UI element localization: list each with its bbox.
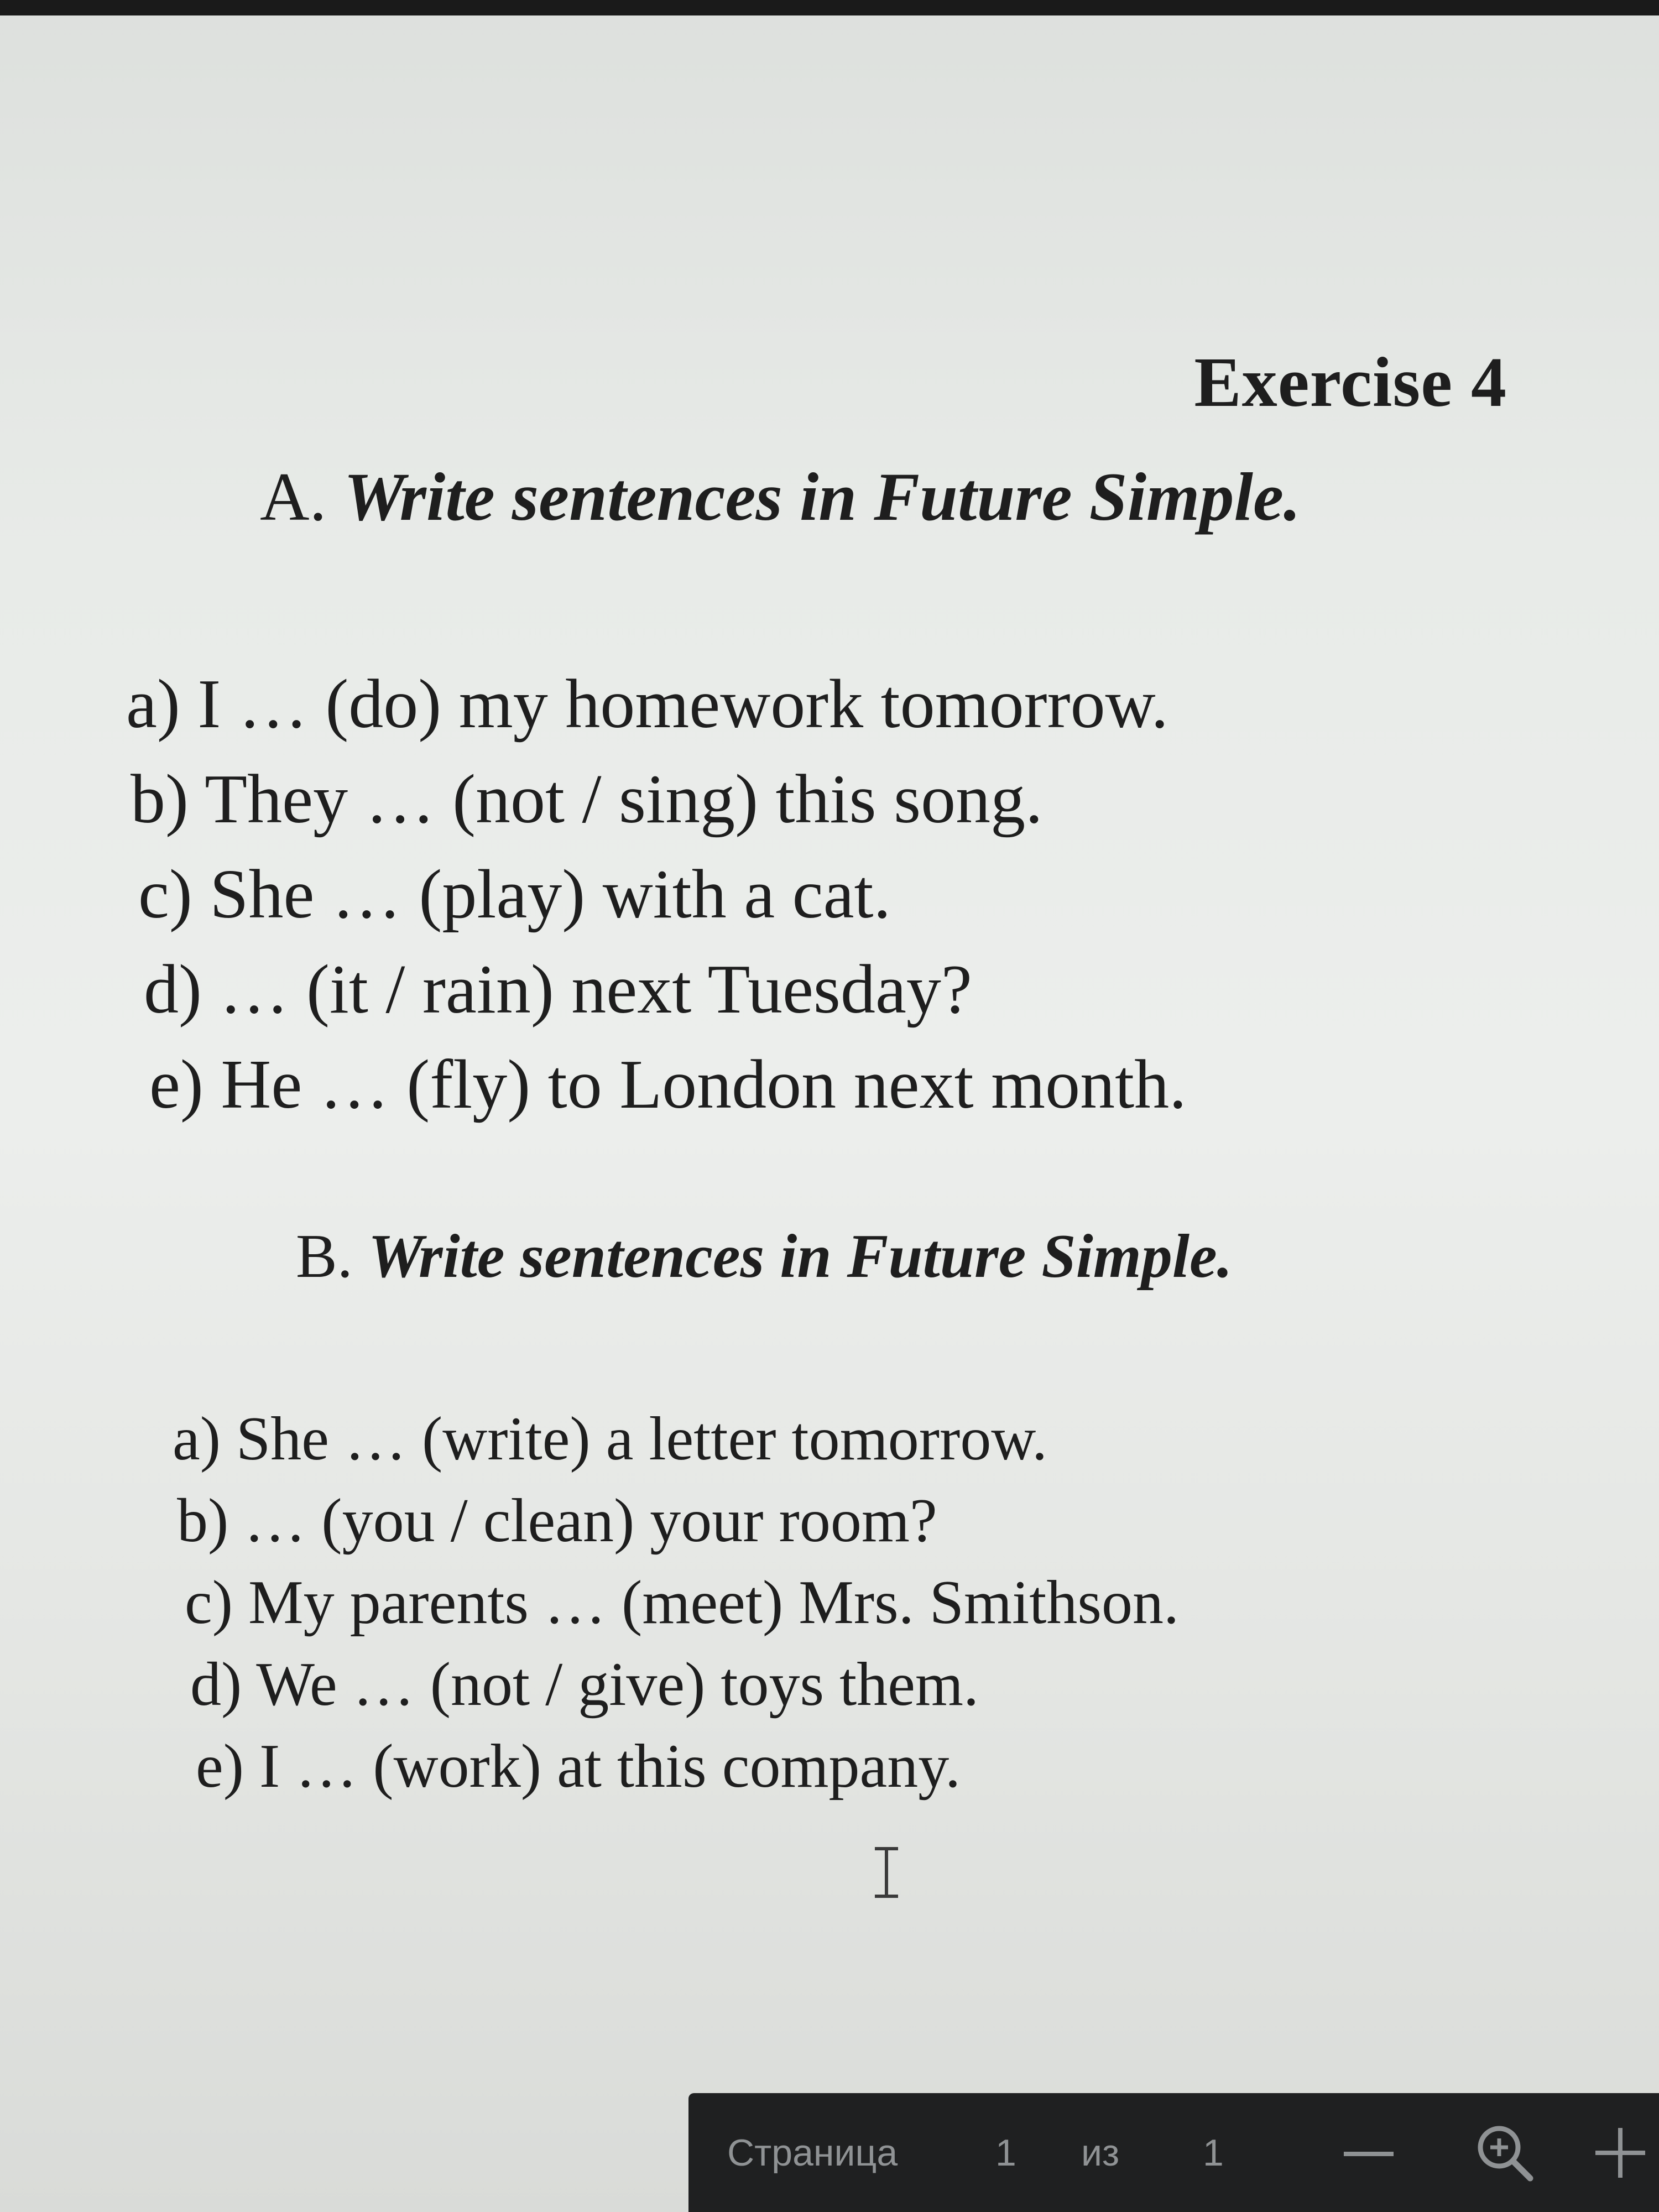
section-a-letter: A.	[260, 459, 327, 535]
section-b-item-e: e) I … (work) at this company.	[196, 1732, 961, 1801]
section-a-list	[126, 657, 1187, 1133]
zoom-button[interactable]	[1474, 2122, 1535, 2183]
section-b-list	[173, 1398, 1179, 1807]
zoom-in-button[interactable]	[1595, 2125, 1645, 2180]
section-b-heading	[296, 1221, 1233, 1292]
section-b-item-b: b) … (you / clean) your room?	[177, 1486, 937, 1555]
section-b-instruction: Write sentences in Future Simple.	[368, 1222, 1233, 1291]
page-label: Страница	[727, 2132, 898, 2174]
document-page	[0, 15, 1659, 2212]
section-a-item-b: b) They … (not / sing) this song.	[131, 761, 1043, 838]
section-a-item-c: c) She … (play) with a cat.	[138, 856, 891, 933]
section-b-item-c: c) My parents … (meet) Mrs. Smithson.	[185, 1568, 1179, 1637]
section-a-item-e: e) He … (fly) to London next month.	[149, 1046, 1187, 1123]
section-b-letter: B.	[296, 1222, 353, 1291]
total-pages: 1	[1203, 2132, 1224, 2174]
section-a-item-a: a) I … (do) my homework tomorrow.	[126, 666, 1168, 743]
section-b-item-a: a) She … (write) a letter tomorrow.	[173, 1405, 1047, 1473]
section-a-item-d: d) … (it / rain) next Tuesday?	[144, 951, 972, 1028]
of-label: из	[1081, 2132, 1120, 2174]
exercise-title: Exercise 4	[1194, 343, 1507, 421]
magnifier-icon	[1474, 2122, 1535, 2183]
screen-top-edge	[0, 0, 1659, 15]
text-i-beam-cursor-icon	[885, 1847, 888, 1898]
section-b-item-d: d) We … (not / give) toys them.	[190, 1650, 979, 1719]
section-a-instruction: Write sentences in Future Simple.	[343, 459, 1301, 535]
zoom-out-button[interactable]	[1344, 2125, 1394, 2180]
pdf-viewer-toolbar	[688, 2093, 1659, 2212]
section-a-heading	[260, 458, 1301, 536]
current-page-input[interactable]: 1	[995, 2132, 1016, 2174]
